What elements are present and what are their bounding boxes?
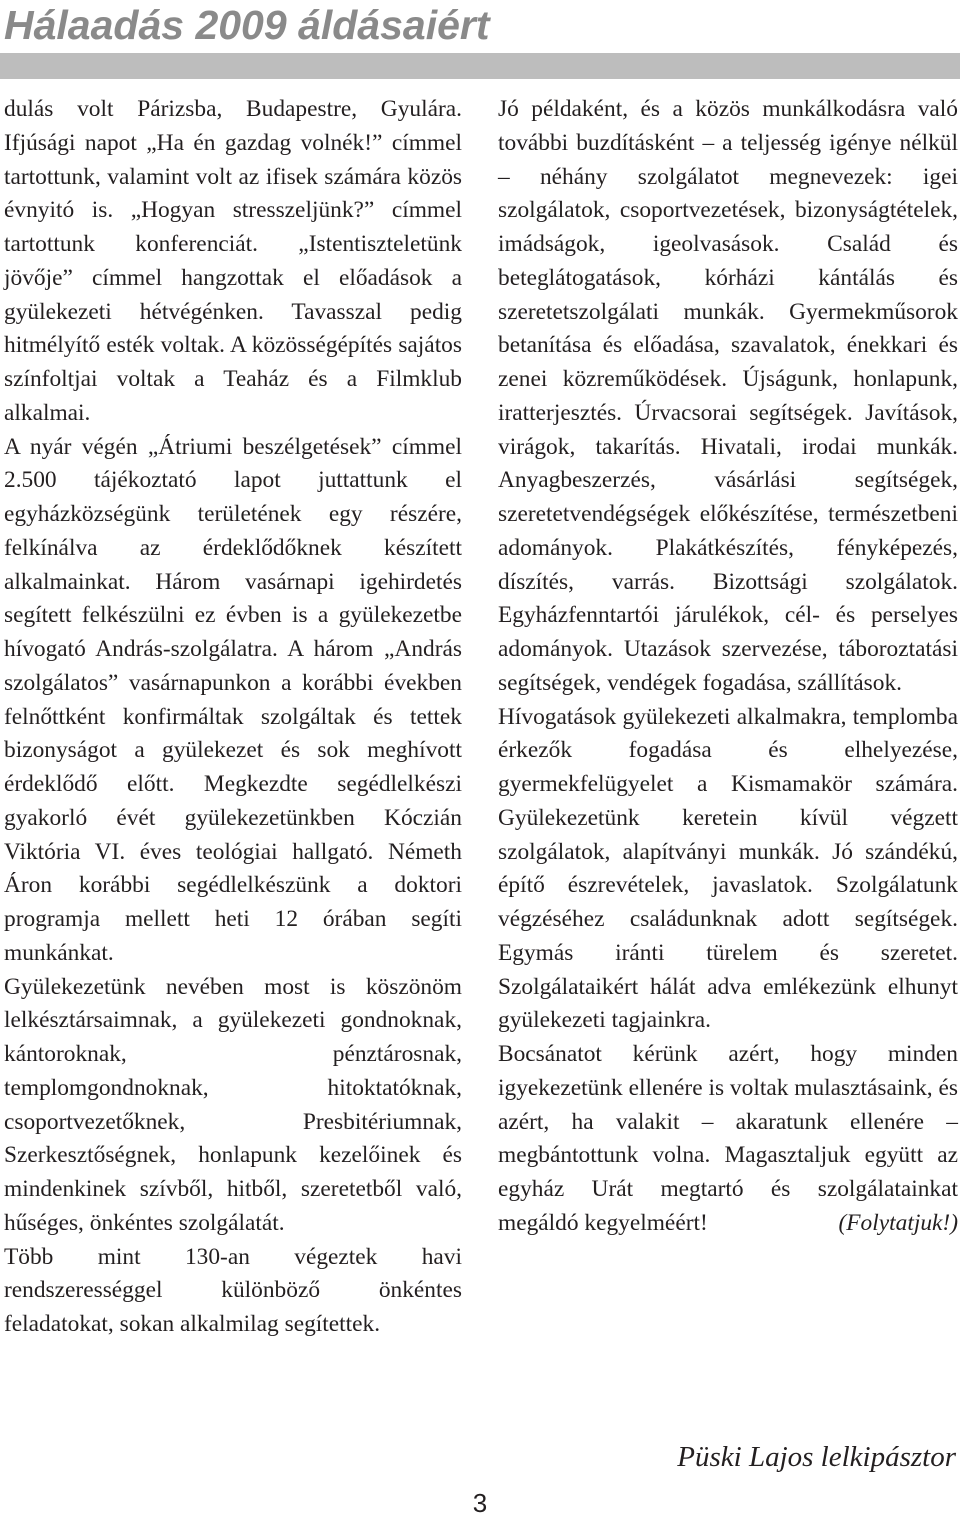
right-paragraph-3: [498, 1038, 958, 1241]
left-paragraph-2: A nyár végén „Átriumi beszélgetések” címmel 2.500 tájékoztató lapot juttattunk el egyházközségünk területének egy részére, felkínálva az érdeklődőknek készített alkalmainkat. Három vasárnapi igehirdetés segített felkészülni ez évben is a gyülekezetbe hívogató András-szolgálatra. A három „András szolgálatos” vasárnapunkon a korábbi években felnőttként konfirmáltak szolgáltak és tettek bizonyságot a gyülekezet és sok meghívott érdeklődő előtt. Megkezdte segédlelkészi gyakorló évét gyülekezetünkben Kóczián Viktória VI. éves teológiai hallgató. Németh Áron korábbi segédlelkészünk a doktori programja mellett heti 12 órában segíti munkánkat.: [4, 433, 462, 966]
title-underline-bar: [0, 53, 960, 79]
right-paragraph-3-text: Bocsánatot kérünk azért, hogy minden igyekezetünk ellenére is voltak mulasztásaink, és azért, ha valakit – akaratunk ellenére – megbántottunk volna. Magasztaljuk együtt az egyház Urát megtartó és szolgálatainkat megáldó kegyelméért!: [498, 1041, 958, 1236]
continued-note: (Folytatjuk!): [838, 1209, 958, 1236]
right-column: [498, 93, 958, 1241]
left-paragraph-3: Gyülekezetünk nevében most is köszönöm lelkésztársaimnak, a gyülekezeti gondnoknak, kántoroknak, pénztárosnak, templomgondnoknak, hitoktatóknak, csoportvezetőknek, Presbitériumnak, Szerkesztőségnek, honlapunk kezelőinek és mindenkinek szívből, hitből, szeretetből való, hűséges, önkéntes szolgálatát.: [4, 973, 462, 1236]
page-title: Hálaadás 2009 áldásaiért: [4, 2, 490, 48]
left-paragraph-1: dulás volt Párizsba, Budapestre, Gyulára. Ifjúsági napot „Ha én gazdag volnék!” címmel tartottunk, valamint volt az ifisek számára közös évnyitó is. „Hogyan stresszeljünk?” címmel tartottunk konferenciát. „Istentiszteletünk jövője” címmel hangzottak el előadások a gyülekezeti hétvégénken. Tavasszal pedig hitmélyítő esték voltak. A közösségépítés sajátos színfoltjai voltak a Teaház és a Filmklub alkalmai.: [4, 96, 462, 426]
left-column: [4, 93, 462, 1342]
author-signature: Püski Lajos lelkipásztor: [677, 1441, 956, 1473]
right-paragraph-1: Jó példaként, és a közös munkálkodásra való további buzdításként – a teljesség igénye nélkül – néhány szolgálatot megnevezek: igei szolgálatok, csoportvezetések, bizonyságtételek, imádságok, igeolvasások. Család és beteglátogatások, kórházi kántálás és szeretetszolgálati munkák. Gyermekműsorok betanítása és előadása, szavalatok, énekkari és zenei közreműködések. Újságunk, honlapunk, iratterjesztés. Úrvacsorai segítségek. Javítások, virágok, takarítás. Hivatali, irodai munkák. Anyagbeszerzés, vásárlási segítségek, szeretetvendégségek előkészítése, természetbeni adományok. Plakátkészítés, fényképezés, díszítés, varrás. Bizottsági szolgálatok. Egyházfenntartói járulékok, cél- és perselyes adományok. Utazások szervezése, táboroztatási segítségek, vendégek fogadása, szállítások.: [498, 96, 958, 696]
page-number: 3: [472, 1488, 488, 1518]
left-paragraph-4: Több mint 130-an végeztek havi rendszerességgel különböző önkéntes feladatokat, sokan alkalmilag segítettek.: [4, 1243, 462, 1337]
right-paragraph-2: Hívogatások gyülekezeti alkalmakra, templomba érkezők fogadása és elhelyezése, gyermekfelügyelet a Kismamakör számára. Gyülekezetünk keretein kívül végzett szolgálatok, alapítványi munkák. Jó szándékú, építő észrevételek, javaslatok. Szolgálatunk végzéséhez családunknak adott segítségek. Egymás iránti türelem és szeretet. Szolgálataikért hálát adva emlékezünk elhunyt gyülekezeti tagjainkra.: [498, 703, 958, 1034]
